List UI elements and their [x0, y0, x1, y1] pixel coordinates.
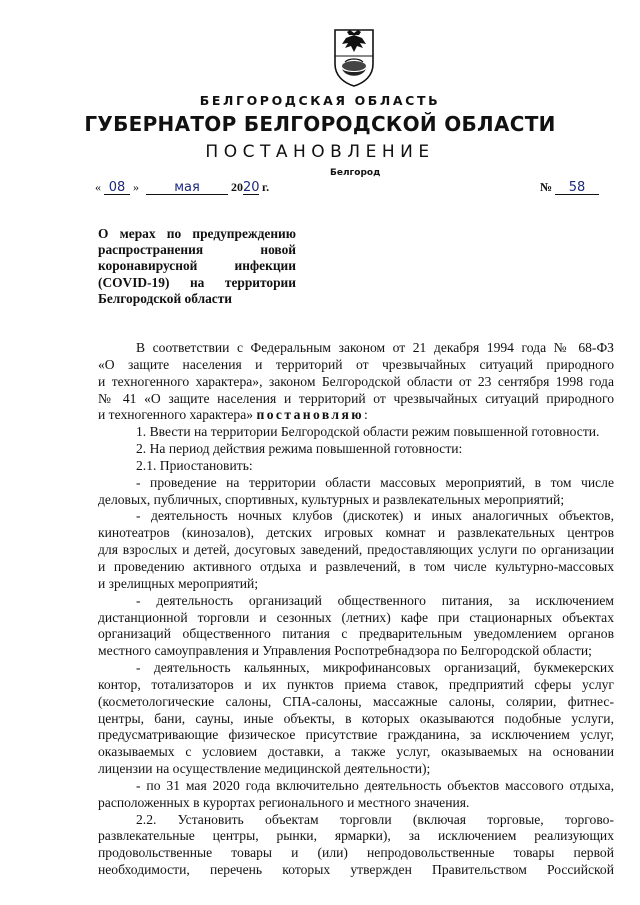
body-line: контор, тотализаторов и их пунктов приема ставок, предприятий сферы услуг — [98, 676, 614, 692]
body-line: местного самоуправления и Управления Роспотребнадзора по Белгородской области; — [98, 643, 592, 659]
body-line: 2.2. Установить объектам торговли (включая торговые, торгово- — [136, 811, 614, 827]
body-line: лицензии на осуществление медицинской деятельности); — [98, 761, 431, 777]
date-line — [95, 180, 269, 195]
body-line-text: и техногенного характера» — [98, 407, 254, 423]
body-line-colon: : — [364, 407, 368, 423]
document-type-heading: ПОСТАНОВЛЕНИЕ — [205, 142, 435, 162]
body-line: - деятельность кальянных, микрофинансовых организаций, букмекерских — [136, 660, 614, 676]
body-line: продовольственные товары и (или) непродовольственные товары первой — [98, 845, 614, 861]
body-line: центры, бани, сауны, иные объекты, в которых оказываются подобные услуги, — [98, 710, 614, 726]
body-line: организаций общественного питания с предварительным уведомлением органов — [98, 626, 614, 642]
body-line: 2. На период действия режима повышенной готовности: — [136, 441, 463, 457]
body-line: и проведению активного отдыха и развлечений, в том числе культурно-массовых — [98, 558, 614, 574]
body-line: оказываемых с условием доставки, а также услуг, оказываемых на основании — [98, 744, 614, 760]
body-line: - проведение на территории области массовых мероприятий, в том числе — [136, 474, 614, 490]
subject-line: (COVID-19) на территории — [98, 274, 296, 290]
body-line: - деятельность организаций общественного питания, за исключением — [136, 592, 614, 608]
body-line: развлекательные центры, рынки, ярмарки), за исключением реализующих — [98, 828, 614, 844]
date-year-prefix: 20 — [231, 180, 243, 194]
coat-of-arms-icon — [331, 26, 377, 88]
date-quote-open: « — [95, 180, 101, 194]
document-body — [98, 340, 614, 879]
body-line: и зрелищных мероприятий; — [98, 575, 259, 591]
subject-line: О мерах по предупреждению — [98, 226, 296, 241]
document-number — [540, 180, 599, 195]
subject-line: распространения новой — [98, 242, 296, 258]
body-line: В соответствии с Федеральным законом от 21 декабря 1994 года № 68-ФЗ — [136, 340, 614, 355]
body-line: 2.1. Приостановить: — [136, 457, 253, 473]
date-day: 08 — [104, 181, 130, 195]
decree-word: постановляю — [256, 407, 364, 423]
number-value: 58 — [555, 181, 599, 195]
region-heading: БЕЛГОРОДСКАЯ ОБЛАСТЬ — [199, 93, 441, 108]
body-line: расположенных в курортах регионального и местного значения. — [98, 794, 470, 810]
date-month: мая — [146, 181, 228, 195]
city-label: Белгород — [330, 168, 381, 178]
body-line: - деятельность ночных клубов (дискотек) и иных аналогичных объектов, — [136, 508, 614, 524]
body-line: дистанционной торговли и сезонных (летних) кафе при стационарных объектах — [98, 609, 614, 625]
body-line: деловых, публичных, спортивных, культурных и развлекательных мероприятий; — [98, 491, 565, 507]
body-line: (косметологические салоны, СПА-салоны, массажные салоны, солярии, фитнес- — [98, 693, 614, 709]
subject-line: коронавирусной инфекции — [98, 258, 296, 274]
date-year-suffix: 20 — [243, 180, 260, 195]
date-year-mark: г. — [262, 180, 270, 194]
body-line: для взрослых и детей, досуговых заведений, предоставляющих услуги по организации — [98, 542, 614, 558]
body-line: № 41 «О защите населения и территорий от чрезвычайных ситуаций природного — [98, 390, 614, 406]
number-label: № — [540, 180, 553, 194]
body-line: кинотеатров (кинозалов), детских игровых комнат и развлекательных центров — [98, 525, 614, 541]
body-line: и техногенного характера», законом Белгородской области от 23 сентября 1998 года — [98, 373, 614, 389]
body-line: - по 31 мая 2020 года включительно деятельность объектов массового отдыха, — [136, 777, 614, 793]
governor-heading: ГУБЕРНАТОР БЕЛГОРОДСКОЙ ОБЛАСТИ — [84, 112, 556, 136]
body-line: 1. Ввести на территории Белгородской области режим повышенной готовности. — [136, 424, 600, 440]
subject-block — [98, 226, 296, 307]
body-line: «О защите населения и территорий от чрезвычайных ситуаций природного — [98, 356, 614, 372]
body-line — [98, 407, 614, 424]
date-quote-close: » — [133, 180, 139, 194]
body-line: предусматривающие физическое присутствие гражданина, за исключением услуг, — [98, 727, 614, 743]
subject-line: Белгородской области — [98, 290, 233, 306]
body-line: необходимости, перечень которых утвержден Правительством Российской — [98, 862, 614, 878]
